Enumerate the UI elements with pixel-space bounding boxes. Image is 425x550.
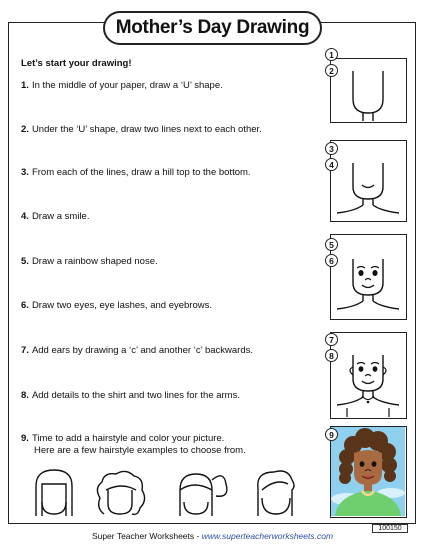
step-number: 1.: [21, 80, 29, 91]
step-text: Add details to the shirt and two lines for the arms.: [31, 390, 240, 401]
step-text: Add ears by drawing a ‘c’ and another ‘c’ backwards.: [31, 345, 254, 356]
step-number: 4.: [21, 211, 29, 222]
step-number: 5.: [21, 256, 29, 267]
drawing-panel-2: [330, 140, 407, 222]
step-5: [21, 256, 158, 268]
step-9: [21, 433, 246, 457]
step-number: 7.: [21, 345, 29, 356]
step-badge-5: 5: [325, 238, 338, 251]
step-2: [21, 124, 262, 136]
step-badge-7: 7: [325, 333, 338, 346]
step-3: [21, 167, 251, 179]
page-title: Mother’s Day Drawing: [103, 11, 322, 45]
step-text: Draw a smile.: [31, 211, 90, 222]
step-text-line2: Here are a few hairstyle examples to choose from.: [34, 445, 246, 456]
step-text: Time to add a hairstyle and color your picture.: [31, 433, 225, 444]
step-6: [21, 300, 212, 312]
footer: [0, 531, 425, 541]
drawing-panel-3: [330, 234, 407, 320]
step-7: [21, 345, 253, 357]
shoulders-drawing: [331, 141, 405, 220]
ears-shirt-drawing: [331, 333, 405, 417]
colored-portrait: [331, 427, 405, 516]
drawing-panel-colored: [330, 426, 407, 518]
step-text: Draw two eyes, eye lashes, and eyebrows.: [31, 300, 212, 311]
hairstyle-ponytail: [180, 474, 227, 516]
step-badge-6: 6: [325, 254, 338, 267]
step-badge-4: 4: [325, 158, 338, 171]
step-number: 8.: [21, 390, 29, 401]
step-number: 9.: [21, 433, 29, 444]
step-text: Draw a rainbow shaped nose.: [31, 256, 158, 267]
hairstyle-drawings: [30, 468, 310, 520]
hairstyle-short: [258, 471, 294, 516]
hairstyle-curly: [97, 471, 144, 514]
step-badge-1: 1: [325, 48, 338, 61]
step-1: [21, 80, 223, 92]
step-4: [21, 211, 89, 223]
worksheet-code: 100150: [372, 524, 408, 533]
footer-link[interactable]: www.superteacherworksheets.com: [201, 531, 334, 541]
step-number: 3.: [21, 167, 29, 178]
step-text: In the middle of your paper, draw a ‘U’ shape.: [31, 80, 223, 91]
step-badge-9: 9: [325, 428, 338, 441]
drawing-panel-1: [330, 58, 407, 123]
intro-text: Let’s start your drawing!: [21, 58, 132, 69]
u-shape-drawing: [331, 59, 405, 121]
step-number: 6.: [21, 300, 29, 311]
drawing-panel-4: [330, 332, 407, 419]
step-8: [21, 390, 240, 402]
step-badge-8: 8: [325, 349, 338, 362]
step-text: From each of the lines, draw a hill top to the bottom.: [31, 167, 251, 178]
step-number: 2.: [21, 124, 29, 135]
face-drawing: [331, 235, 405, 318]
step-text: Under the ‘U’ shape, draw two lines next to each other.: [31, 124, 262, 135]
step-badge-3: 3: [325, 142, 338, 155]
hairstyle-examples: [30, 468, 310, 525]
footer-brand: Super Teacher Worksheets -: [91, 531, 202, 541]
hairstyle-straight-bangs: [36, 470, 72, 516]
step-badge-2: 2: [325, 64, 338, 77]
